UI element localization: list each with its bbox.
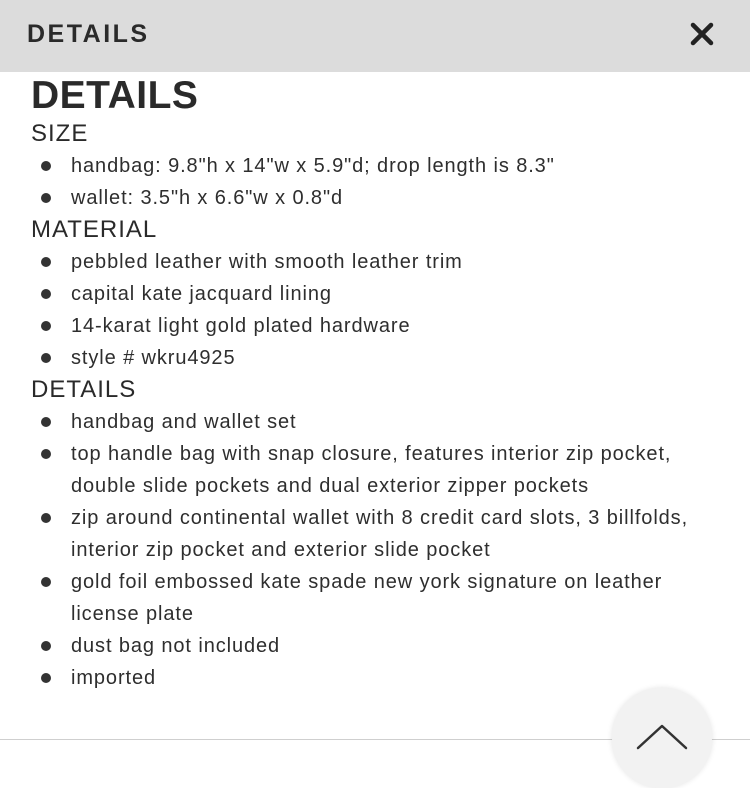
list-item bbox=[31, 566, 731, 630]
list-item bbox=[31, 182, 731, 214]
list-item-text: pebbled leather with smooth leather trim bbox=[71, 251, 463, 273]
list-item bbox=[31, 278, 731, 310]
list-item bbox=[31, 310, 731, 342]
page-title: DETAILS bbox=[31, 74, 199, 117]
bullet-icon bbox=[41, 321, 51, 331]
bullet-icon bbox=[41, 577, 51, 587]
list-item bbox=[31, 662, 731, 694]
list-item-text: handbag and wallet set bbox=[71, 411, 297, 433]
bullet-icon bbox=[41, 193, 51, 203]
bullet-icon bbox=[41, 513, 51, 523]
bullet-icon bbox=[41, 257, 51, 267]
close-button[interactable] bbox=[682, 15, 722, 55]
header-bar bbox=[0, 0, 750, 72]
list-item-text: wallet: 3.5"h x 6.6"w x 0.8"d bbox=[71, 187, 343, 209]
section-size bbox=[31, 118, 731, 214]
size-list bbox=[31, 150, 731, 214]
list-item bbox=[31, 438, 731, 502]
material-list bbox=[31, 246, 731, 374]
list-item-text: top handle bag with snap closure, features interior zip pocket, double slide pockets and dual exterior zipper pockets bbox=[71, 443, 672, 497]
section-details bbox=[31, 374, 731, 694]
bullet-icon bbox=[41, 641, 51, 651]
bullet-icon bbox=[41, 417, 51, 427]
list-item bbox=[31, 406, 731, 438]
list-item-text: zip around continental wallet with 8 credit card slots, 3 billfolds, interior zip pocket and exterior slide pocket bbox=[71, 507, 689, 561]
list-item-text: handbag: 9.8"h x 14"w x 5.9"d; drop length is 8.3" bbox=[71, 155, 555, 177]
list-item bbox=[31, 150, 731, 182]
bullet-icon bbox=[41, 449, 51, 459]
list-item-text: gold foil embossed kate spade new york signature on leather license plate bbox=[71, 571, 663, 625]
scroll-to-top-button[interactable] bbox=[612, 688, 712, 788]
list-item bbox=[31, 342, 731, 374]
list-item bbox=[31, 502, 731, 566]
bullet-icon bbox=[41, 353, 51, 363]
list-item-text: 14-karat light gold plated hardware bbox=[71, 315, 411, 337]
bullet-icon bbox=[41, 673, 51, 683]
section-heading-details: DETAILS bbox=[31, 376, 137, 403]
list-item-text: capital kate jacquard lining bbox=[71, 283, 332, 305]
details-list bbox=[31, 406, 731, 694]
bullet-icon bbox=[41, 289, 51, 299]
list-item-text: imported bbox=[71, 667, 157, 689]
list-item-text: style # wkru4925 bbox=[71, 347, 236, 369]
header-title: DETAILS bbox=[27, 20, 150, 48]
list-item bbox=[31, 630, 731, 662]
section-heading-size: SIZE bbox=[31, 120, 89, 147]
list-item bbox=[31, 246, 731, 278]
section-heading-material: MATERIAL bbox=[31, 216, 158, 243]
bullet-icon bbox=[41, 161, 51, 171]
chevron-up-icon bbox=[636, 722, 688, 752]
section-material bbox=[31, 214, 731, 374]
close-icon bbox=[682, 15, 722, 55]
details-content bbox=[31, 72, 731, 694]
list-item-text: dust bag not included bbox=[71, 635, 281, 657]
